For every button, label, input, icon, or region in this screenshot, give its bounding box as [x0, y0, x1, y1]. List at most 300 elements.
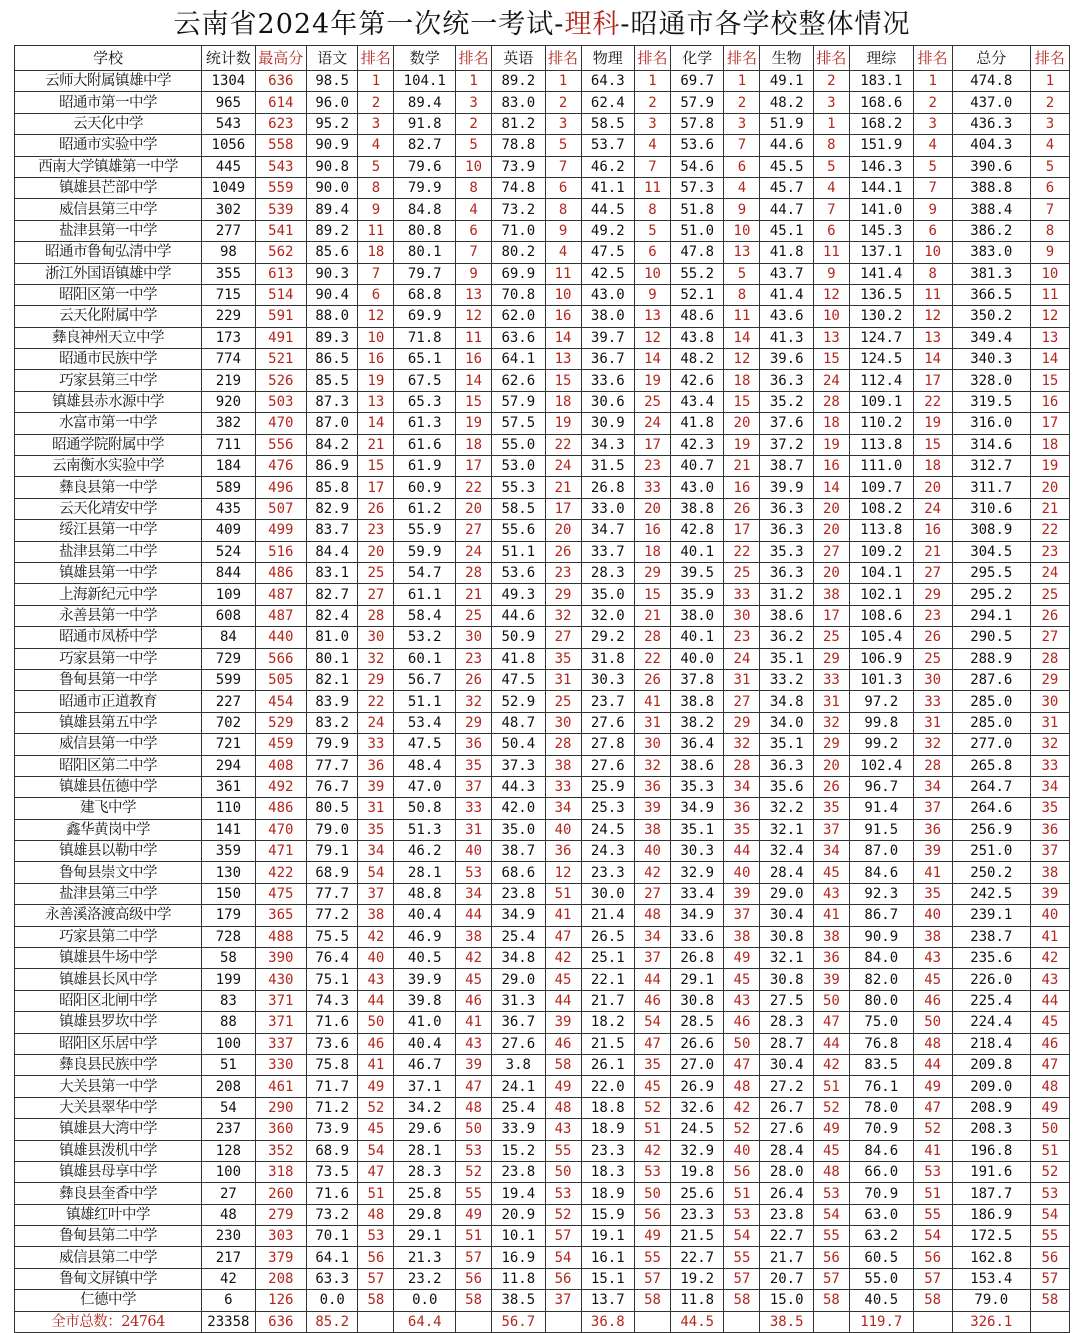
chinese-score: 87.3 — [307, 391, 358, 412]
math-rank: 23 — [456, 648, 492, 669]
chinese-rank: 43 — [358, 969, 394, 990]
total-rank: 32 — [1030, 734, 1069, 755]
math-score: 28.1 — [394, 862, 456, 883]
math-rank: 13 — [456, 284, 492, 305]
page-title — [14, 6, 1070, 44]
chemistry-rank: 16 — [724, 477, 760, 498]
physics-score: 33.7 — [581, 541, 634, 562]
total-rank: 26 — [1030, 605, 1069, 626]
chinese-score: 90.0 — [307, 177, 358, 198]
chemistry-score: 32.6 — [670, 1097, 723, 1118]
total-rank: 38 — [1030, 862, 1069, 883]
chinese-rank: 48 — [358, 1204, 394, 1225]
total-score: 79.0 — [952, 1290, 1030, 1311]
math-rank: 33 — [456, 798, 492, 819]
math-score: 71.8 — [394, 327, 456, 348]
chemistry-rank: 31 — [724, 669, 760, 690]
student-count: 409 — [202, 520, 255, 541]
physics-score: 41.1 — [581, 177, 634, 198]
total-score: 349.4 — [952, 327, 1030, 348]
chinese-score: 75.8 — [307, 1054, 358, 1075]
science-rank: 50 — [913, 1012, 952, 1033]
science-score: 60.5 — [849, 1247, 913, 1268]
physics-score: 36.7 — [581, 349, 634, 370]
chemistry-score: 25.6 — [670, 1183, 723, 1204]
total-rank: 12 — [1030, 306, 1069, 327]
science-rank: 6 — [913, 220, 952, 241]
physics-score: 29.2 — [581, 627, 634, 648]
student-count: 128 — [202, 1140, 255, 1161]
math-rank: 32 — [456, 691, 492, 712]
school-name: 镇雄县以勒中学 — [15, 841, 202, 862]
chemistry-score: 33.4 — [670, 883, 723, 904]
science-rank: 25 — [913, 648, 952, 669]
table-row — [15, 819, 1070, 840]
school-name: 盐津县第一中学 — [15, 220, 202, 241]
chemistry-rank: 40 — [724, 1140, 760, 1161]
physics-rank: 29 — [635, 562, 671, 583]
biology-score: 27.6 — [760, 1119, 813, 1140]
science-rank: 48 — [913, 1033, 952, 1054]
school-name: 昭通市第一中学 — [15, 92, 202, 113]
col-header-physics: 物理 — [581, 46, 634, 71]
math-rank: 17 — [456, 456, 492, 477]
student-count: 130 — [202, 862, 255, 883]
physics-rank: 5 — [635, 220, 671, 241]
biology-score: 37.6 — [760, 413, 813, 434]
english-rank: 3 — [545, 113, 581, 134]
science-rank: 31 — [913, 712, 952, 733]
chemistry-score: 35.1 — [670, 819, 723, 840]
english-score: 73.9 — [492, 156, 545, 177]
english-score: 89.2 — [492, 71, 545, 92]
english-score: 62.0 — [492, 306, 545, 327]
title-prefix: 云南省2024年第一次统一考试- — [173, 9, 565, 40]
english-rank: 18 — [545, 391, 581, 412]
chinese-score: 82.9 — [307, 498, 358, 519]
total-score: 328.0 — [952, 370, 1030, 391]
chinese-rank: 27 — [358, 584, 394, 605]
total-score: 186.9 — [952, 1204, 1030, 1225]
science-rank: 15 — [913, 434, 952, 455]
physics-score: 18.9 — [581, 1119, 634, 1140]
biology-score: 32.4 — [760, 841, 813, 862]
chinese-rank: 53 — [358, 1226, 394, 1247]
math-rank: 12 — [456, 306, 492, 327]
math-rank: 45 — [456, 969, 492, 990]
science-rank: 8 — [913, 263, 952, 284]
chinese-score: 90.8 — [307, 156, 358, 177]
student-count: 965 — [202, 92, 255, 113]
title-suffix: -昭通市各学校整体情况 — [620, 9, 911, 40]
chinese-rank: 24 — [358, 712, 394, 733]
physics-score: 19.1 — [581, 1226, 634, 1247]
biology-rank: 42 — [813, 1054, 849, 1075]
biology-rank: 13 — [813, 327, 849, 348]
science-rank: 41 — [913, 1140, 952, 1161]
chinese-score: 84.4 — [307, 541, 358, 562]
total-score: 225.4 — [952, 990, 1030, 1011]
english-rank: 21 — [545, 477, 581, 498]
student-count: 27 — [202, 1183, 255, 1204]
school-name: 昭阳区第二中学 — [15, 755, 202, 776]
physics-rank: 21 — [635, 605, 671, 626]
physics-score: 46.2 — [581, 156, 634, 177]
chinese-score: 68.9 — [307, 862, 358, 883]
science-score: 124.5 — [849, 349, 913, 370]
science-score: 78.0 — [849, 1097, 913, 1118]
total-chemistry: 44.5 — [670, 1311, 723, 1332]
school-name: 威信县第三中学 — [15, 199, 202, 220]
total-score: 208.9 — [952, 1097, 1030, 1118]
physics-score: 27.8 — [581, 734, 634, 755]
chinese-rank: 21 — [358, 434, 394, 455]
science-rank: 17 — [913, 370, 952, 391]
math-rank: 3 — [456, 92, 492, 113]
science-rank: 46 — [913, 990, 952, 1011]
math-rank: 44 — [456, 905, 492, 926]
total-blank — [913, 1311, 952, 1332]
science-rank: 24 — [913, 498, 952, 519]
science-rank: 2 — [913, 92, 952, 113]
table-row — [15, 969, 1070, 990]
total-score: 308.9 — [952, 520, 1030, 541]
chemistry-rank: 20 — [724, 413, 760, 434]
math-score: 40.4 — [394, 1033, 456, 1054]
physics-rank: 17 — [635, 434, 671, 455]
max-score: 613 — [255, 263, 306, 284]
physics-rank: 25 — [635, 391, 671, 412]
english-rank: 6 — [545, 177, 581, 198]
biology-rank: 38 — [813, 584, 849, 605]
chinese-rank: 26 — [358, 498, 394, 519]
max-score: 371 — [255, 1012, 306, 1033]
science-score: 151.9 — [849, 135, 913, 156]
chinese-score: 73.5 — [307, 1161, 358, 1182]
school-name: 彝良县民族中学 — [15, 1054, 202, 1075]
total-rank: 48 — [1030, 1076, 1069, 1097]
table-body — [15, 71, 1070, 1312]
biology-score: 48.2 — [760, 92, 813, 113]
physics-score: 62.4 — [581, 92, 634, 113]
science-rank: 19 — [913, 413, 952, 434]
math-rank: 53 — [456, 862, 492, 883]
total-score: 314.6 — [952, 434, 1030, 455]
chemistry-score: 11.8 — [670, 1290, 723, 1311]
math-score: 50.8 — [394, 798, 456, 819]
physics-score: 23.7 — [581, 691, 634, 712]
chemistry-rank: 46 — [724, 1012, 760, 1033]
english-score: 27.6 — [492, 1033, 545, 1054]
math-rank: 14 — [456, 370, 492, 391]
total-score: 256.9 — [952, 819, 1030, 840]
total-score: 311.7 — [952, 477, 1030, 498]
math-score: 39.9 — [394, 969, 456, 990]
english-rank: 10 — [545, 284, 581, 305]
math-rank: 10 — [456, 156, 492, 177]
biology-score: 23.8 — [760, 1204, 813, 1225]
physics-score: 15.9 — [581, 1204, 634, 1225]
physics-rank: 30 — [635, 734, 671, 755]
chemistry-rank: 53 — [724, 1204, 760, 1225]
school-name: 威信县第一中学 — [15, 734, 202, 755]
table-row — [15, 498, 1070, 519]
english-score: 42.0 — [492, 798, 545, 819]
chinese-rank: 15 — [358, 456, 394, 477]
physics-score: 26.5 — [581, 926, 634, 947]
student-count: 83 — [202, 990, 255, 1011]
science-score: 109.7 — [849, 477, 913, 498]
math-score: 40.4 — [394, 905, 456, 926]
table-row — [15, 1247, 1070, 1268]
chemistry-rank: 5 — [724, 263, 760, 284]
school-name: 鑫华黄岗中学 — [15, 819, 202, 840]
science-rank: 37 — [913, 798, 952, 819]
chemistry-rank: 17 — [724, 520, 760, 541]
science-rank: 7 — [913, 177, 952, 198]
school-name: 绥江县第一中学 — [15, 520, 202, 541]
english-rank: 51 — [545, 883, 581, 904]
physics-score: 25.9 — [581, 776, 634, 797]
chemistry-rank: 29 — [724, 712, 760, 733]
english-score: 34.9 — [492, 905, 545, 926]
math-score: 0.0 — [394, 1290, 456, 1311]
math-rank: 53 — [456, 1140, 492, 1161]
english-score: 15.2 — [492, 1140, 545, 1161]
math-rank: 20 — [456, 498, 492, 519]
physics-rank: 16 — [635, 520, 671, 541]
chemistry-rank: 14 — [724, 327, 760, 348]
physics-rank: 3 — [635, 113, 671, 134]
chemistry-rank: 32 — [724, 734, 760, 755]
biology-score: 36.3 — [760, 520, 813, 541]
chemistry-rank: 24 — [724, 648, 760, 669]
chemistry-rank: 6 — [724, 156, 760, 177]
biology-score: 32.1 — [760, 948, 813, 969]
chemistry-score: 40.0 — [670, 648, 723, 669]
chinese-score: 71.2 — [307, 1097, 358, 1118]
biology-rank: 5 — [813, 156, 849, 177]
biology-rank: 17 — [813, 605, 849, 626]
chinese-rank: 33 — [358, 734, 394, 755]
col-header-english: 英语 — [492, 46, 545, 71]
total-blank — [1030, 1311, 1069, 1332]
math-rank: 4 — [456, 199, 492, 220]
math-rank: 52 — [456, 1161, 492, 1182]
chemistry-rank: 9 — [724, 199, 760, 220]
science-rank: 29 — [913, 584, 952, 605]
chemistry-score: 37.8 — [670, 669, 723, 690]
physics-rank: 52 — [635, 1097, 671, 1118]
english-score: 44.3 — [492, 776, 545, 797]
biology-rank: 50 — [813, 990, 849, 1011]
total-english: 56.7 — [492, 1311, 545, 1332]
chemistry-rank: 13 — [724, 242, 760, 263]
chinese-score: 86.5 — [307, 349, 358, 370]
biology-rank: 16 — [813, 456, 849, 477]
student-count: 445 — [202, 156, 255, 177]
biology-score: 45.7 — [760, 177, 813, 198]
science-rank: 27 — [913, 562, 952, 583]
col-header-rank: 排名 — [358, 46, 394, 71]
max-score: 487 — [255, 584, 306, 605]
english-score: 51.1 — [492, 541, 545, 562]
english-rank: 50 — [545, 1161, 581, 1182]
english-rank: 22 — [545, 434, 581, 455]
physics-score: 21.5 — [581, 1033, 634, 1054]
total-rank: 8 — [1030, 220, 1069, 241]
chinese-score: 71.6 — [307, 1012, 358, 1033]
chinese-score: 71.6 — [307, 1183, 358, 1204]
math-score: 23.2 — [394, 1268, 456, 1289]
science-score: 102.1 — [849, 584, 913, 605]
chinese-score: 80.5 — [307, 798, 358, 819]
math-score: 55.9 — [394, 520, 456, 541]
biology-score: 22.7 — [760, 1226, 813, 1247]
biology-rank: 20 — [813, 498, 849, 519]
physics-score: 47.5 — [581, 242, 634, 263]
chinese-score: 75.5 — [307, 926, 358, 947]
table-row — [15, 1119, 1070, 1140]
english-score: 73.2 — [492, 199, 545, 220]
english-score: 74.8 — [492, 177, 545, 198]
physics-rank: 56 — [635, 1204, 671, 1225]
math-score: 41.0 — [394, 1012, 456, 1033]
total-score: 285.0 — [952, 712, 1030, 733]
physics-rank: 22 — [635, 648, 671, 669]
chemistry-rank: 4 — [724, 177, 760, 198]
total-score: 340.3 — [952, 349, 1030, 370]
total-rank: 42 — [1030, 948, 1069, 969]
science-score: 146.3 — [849, 156, 913, 177]
total-rank: 49 — [1030, 1097, 1069, 1118]
total-score: 288.9 — [952, 648, 1030, 669]
physics-rank: 45 — [635, 1076, 671, 1097]
english-rank: 26 — [545, 541, 581, 562]
chemistry-score: 21.5 — [670, 1226, 723, 1247]
science-score: 91.4 — [849, 798, 913, 819]
school-name: 昭阳区乐居中学 — [15, 1033, 202, 1054]
math-rank: 19 — [456, 413, 492, 434]
total-rank: 33 — [1030, 755, 1069, 776]
table-row — [15, 370, 1070, 391]
biology-rank: 32 — [813, 712, 849, 733]
math-score: 61.1 — [394, 584, 456, 605]
english-score: 3.8 — [492, 1054, 545, 1075]
science-rank: 43 — [913, 948, 952, 969]
science-rank: 13 — [913, 327, 952, 348]
math-rank: 21 — [456, 584, 492, 605]
physics-rank: 19 — [635, 370, 671, 391]
chemistry-score: 32.9 — [670, 862, 723, 883]
physics-score: 64.3 — [581, 71, 634, 92]
chinese-score: 86.9 — [307, 456, 358, 477]
english-rank: 13 — [545, 349, 581, 370]
biology-score: 32.2 — [760, 798, 813, 819]
english-score: 70.8 — [492, 284, 545, 305]
total-score: 310.6 — [952, 498, 1030, 519]
science-rank: 49 — [913, 1076, 952, 1097]
chinese-score: 80.1 — [307, 648, 358, 669]
total-score: 224.4 — [952, 1012, 1030, 1033]
science-rank: 33 — [913, 691, 952, 712]
chemistry-score: 57.8 — [670, 113, 723, 134]
chemistry-score: 40.1 — [670, 627, 723, 648]
table-row — [15, 648, 1070, 669]
table-row — [15, 691, 1070, 712]
chemistry-score: 30.3 — [670, 841, 723, 862]
total-rank: 6 — [1030, 177, 1069, 198]
chemistry-score: 47.8 — [670, 242, 723, 263]
biology-rank: 37 — [813, 819, 849, 840]
english-rank: 5 — [545, 135, 581, 156]
max-score: 505 — [255, 669, 306, 690]
school-name: 昭通市凤桥中学 — [15, 627, 202, 648]
biology-score: 39.6 — [760, 349, 813, 370]
total-score: 196.8 — [952, 1140, 1030, 1161]
english-rank: 31 — [545, 669, 581, 690]
english-score: 53.6 — [492, 562, 545, 583]
math-rank: 39 — [456, 1054, 492, 1075]
physics-score: 27.6 — [581, 712, 634, 733]
physics-score: 26.8 — [581, 477, 634, 498]
chinese-rank: 13 — [358, 391, 394, 412]
english-rank: 44 — [545, 990, 581, 1011]
total-chinese: 85.2 — [307, 1311, 358, 1332]
total-score: 437.0 — [952, 92, 1030, 113]
biology-score: 27.2 — [760, 1076, 813, 1097]
science-score: 84.6 — [849, 862, 913, 883]
biology-rank: 18 — [813, 413, 849, 434]
table-row — [15, 1268, 1070, 1289]
science-score: 102.4 — [849, 755, 913, 776]
math-rank: 30 — [456, 627, 492, 648]
english-rank: 11 — [545, 263, 581, 284]
chinese-rank: 19 — [358, 370, 394, 391]
chemistry-rank: 37 — [724, 905, 760, 926]
table-row — [15, 306, 1070, 327]
max-score: 440 — [255, 627, 306, 648]
total-rank: 52 — [1030, 1161, 1069, 1182]
chinese-score: 89.3 — [307, 327, 358, 348]
science-score: 105.4 — [849, 627, 913, 648]
biology-rank: 14 — [813, 477, 849, 498]
math-rank: 16 — [456, 349, 492, 370]
physics-score: 31.5 — [581, 456, 634, 477]
table-row — [15, 1183, 1070, 1204]
total-rank: 56 — [1030, 1247, 1069, 1268]
school-name: 永善溪洛渡高级中学 — [15, 905, 202, 926]
biology-rank: 48 — [813, 1161, 849, 1182]
chemistry-rank: 18 — [724, 370, 760, 391]
english-score: 48.7 — [492, 712, 545, 733]
biology-rank: 15 — [813, 349, 849, 370]
biology-rank: 29 — [813, 734, 849, 755]
physics-rank: 53 — [635, 1161, 671, 1182]
math-rank: 28 — [456, 562, 492, 583]
student-count: 230 — [202, 1226, 255, 1247]
chinese-rank: 17 — [358, 477, 394, 498]
student-count: 6 — [202, 1290, 255, 1311]
total-score: 264.6 — [952, 798, 1030, 819]
science-rank: 9 — [913, 199, 952, 220]
total-score: 474.8 — [952, 71, 1030, 92]
biology-score: 49.1 — [760, 71, 813, 92]
total-rank: 23 — [1030, 541, 1069, 562]
physics-rank: 31 — [635, 712, 671, 733]
table-row — [15, 391, 1070, 412]
chemistry-score: 38.8 — [670, 498, 723, 519]
